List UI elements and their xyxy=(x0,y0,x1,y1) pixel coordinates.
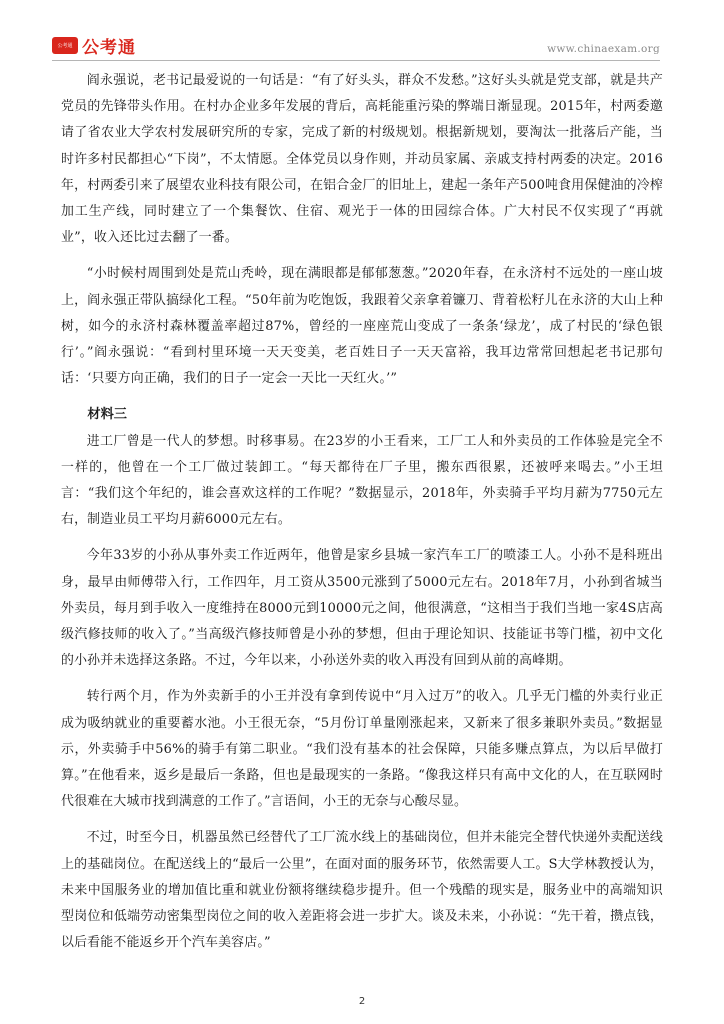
paragraph: 进工厂曾是一代人的梦想。时移事易。在23岁的小王看来，工厂工人和外卖员的工作体验是完全不一样的，他曾在一个工厂做过装卸工。“每天都待在厂子里，搬东西很累，还被呼来喝去。”小王坦言：“我们这个年纪的，谁会喜欢这样的工作呢？”数据显示，2018年，外卖骑手平均月薪为7750元左右，制造业员工平均月薪6000元左右。 xyxy=(61,433,663,528)
logo-badge-icon: 公考通 xyxy=(52,37,78,54)
logo-text: 公考通 xyxy=(82,38,136,58)
paragraph: 阎永强说，老书记最爱说的一句话是：“有了好头头，群众不发愁。”这好头头就是党支部，就是共产党员的先锋带头作用。在村办企业多年发展的背后，高耗能重污染的弊端日渐显现。2015年，村两委邀请了省农业大学农村发展研究所的专家，完成了新的村级规划。根据新规划，要淘汰一批落后产能，当时许多村民都担心“下岗”，不太情愿。全体党员以身作则，并动员家属、亲戚支持村两委的决定。2016年，村两委引来了展望农业科技有限公司，在铝合金厂的旧址上，建起一条年产500吨食用保健油的冷榨加工生产线，同时建立了一个集餐饮、住宿、观光于一体的田园综合体。广大村民不仅实现了“再就业”，收入还比过去翻了一番。 xyxy=(61,73,663,246)
site-url[interactable]: www.chinaexam.org xyxy=(547,43,660,55)
site-logo[interactable] xyxy=(52,33,136,58)
paragraph: 转行两个月，作为外卖新手的小王并没有拿到传说中“月入过万”的收入。几乎无门槛的外卖行业正成为吸纳就业的重要蓄水池。小王很无奈，“5月份订单量刚涨起来，又新来了很多兼职外卖员。”数据显示，外卖骑手中56%的骑手有第二职业。“我们没有基本的社会保障，只能多赚点算点，为以后早做打算。”在他看来，返乡是最后一条路，但也是最现实的一条路。“像我这样只有高中文化的人，在互联网时代很难在大城市找到满意的工作了。”言语间，小王的无奈与心酸尽显。 xyxy=(61,689,663,810)
header-divider xyxy=(52,60,660,61)
document-body xyxy=(61,68,663,967)
section-title: 材料三 xyxy=(87,407,127,423)
paragraph: 今年33岁的小孙从事外卖工作近两年，他曾是家乡县城一家汽车工厂的喷漆工人。小孙不是科班出身，最早由师傅带入行，工作四年，月工资从3500元涨到了5000元左右。2018年7月，小孙到省城当外卖员，每月到手收入一度维持在8000元到10000元之间，他很满意，“这相当于我们当地一家4S店高级汽修技师的收入了。”当高级汽修技师曾是小孙的梦想，但由于理论知识、技能证书等门槛，初中文化的小孙并未选择这条路。不过，今年以来，小孙送外卖的收入再没有回到从前的高峰期。 xyxy=(61,548,663,669)
page-header xyxy=(0,0,724,62)
paragraph: 不过，时至今日，机器虽然已经替代了工厂流水线上的基础岗位，但并未能完全替代快递外卖配送线上的基础岗位。在配送线上的“最后一公里”，在面对面的服务环节，依然需要人工。S大学林教授认为，未来中国服务业的增加值比重和就业份额将继续稳步提升。但一个残酷的现实是，服务业中的高端知识型岗位和低端劳动密集型岗位之间的收入差距将会进一步扩大。谈及未来，小孙说：“先干着，攒点钱，以后看能不能返乡开个汽车美容店。” xyxy=(61,830,663,951)
paragraph: “小时候村周围到处是荒山秃岭，现在满眼都是郁郁葱葱。”2020年春，在永济村不远处的一座山坡上，阎永强正带队搞绿化工程。“50年前为吃饱饭，我跟着父亲拿着镰刀、背着松籽儿在永济的大山上种树，如今的永济村森林覆盖率超过87%，曾经的一座座荒山变成了一条条‘绿龙’，成了村民的‘绿色银行’。”阎永强说：“看到村里环境一天天变美，老百姓日子一天天富裕，我耳边常常回想起老书记那句话：‘只要方向正确，我们的日子一定会一天比一天红火。’” xyxy=(61,266,663,387)
page-number: 2 xyxy=(358,996,366,1007)
